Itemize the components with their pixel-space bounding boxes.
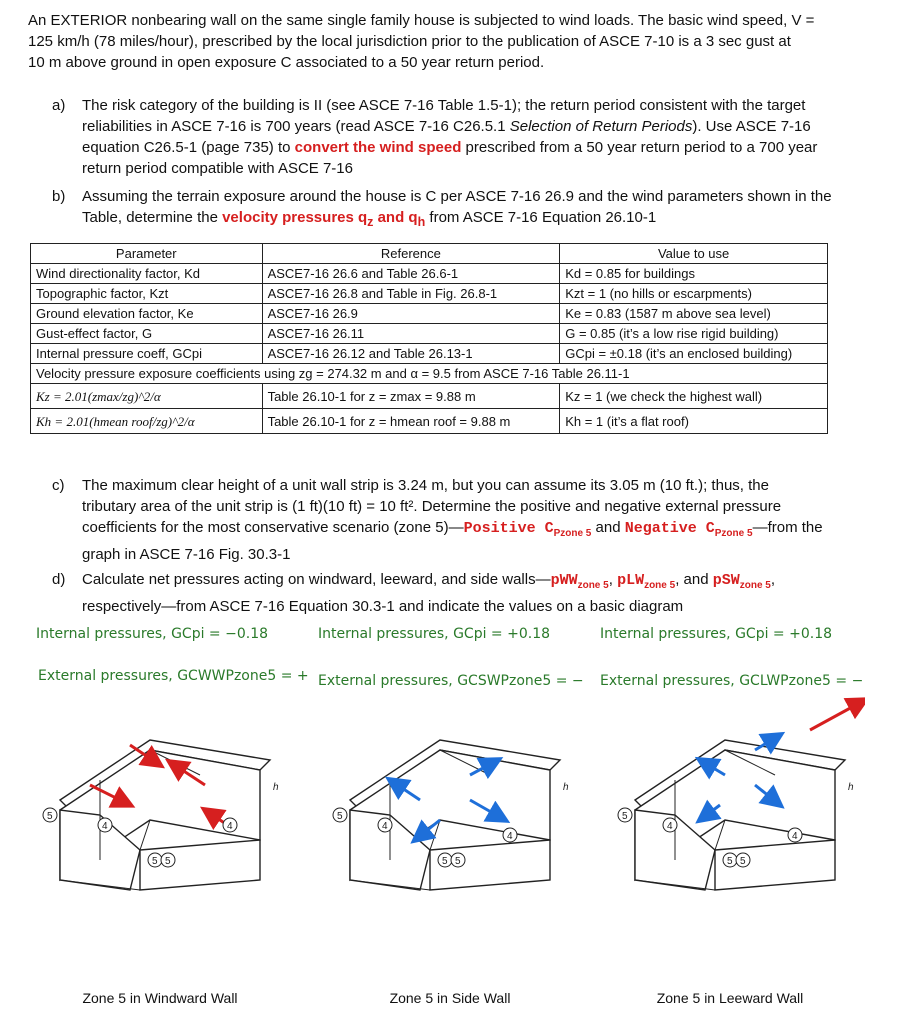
caption-side: Zone 5 in Side Wall: [389, 990, 511, 1006]
table-cell: Gust-effect factor, G: [31, 324, 263, 344]
question-a-line-2: reliabilities in ASCE 7-16 is 700 years (read ASCE 7-16 C26.5.1 Selection of Return Periods). Use ASCE 7-16: [82, 118, 811, 135]
question-a-line-3: equation C26.5-1 (page 735) to convert the wind speed prescribed from a 50 year return period to a 700 year: [82, 139, 818, 156]
convert-wind-speed-highlight: convert the wind speed: [294, 139, 462, 156]
intro-paragraph: [28, 10, 878, 73]
table-cell: Velocity pressure exposure coefficients using zg = 274.32 m and α = 9.5 from ASCE 7-16 Table 26.11-1: [31, 364, 828, 384]
table-row: [31, 324, 828, 344]
height-label: h: [848, 782, 854, 793]
height-label: h: [563, 782, 569, 793]
table-cell: Table 26.10-1 for z = zmax = 9.88 m: [262, 384, 560, 409]
zone-label: 5: [152, 856, 158, 867]
table-row-kz: [31, 384, 828, 409]
intro-line-3: 10 m above ground in open exposure C associated to a 50 year return period.: [28, 54, 545, 71]
table-cell: ASCE7-16 26.11: [262, 324, 560, 344]
table-header-row: [31, 244, 828, 264]
table-row-kh: [31, 409, 828, 434]
table-cell: GCpi = ±0.18 (it’s an enclosed building): [560, 344, 828, 364]
zone-label: 5: [727, 856, 733, 867]
caption-windward: Zone 5 in Windward Wall: [82, 990, 238, 1006]
question-b-line-2: Table, determine the velocity pressures $q_z$ and $q_h$ from ASCE 7-16 Equation 26.10-1: [82, 209, 657, 229]
table-cell: Ground elevation factor, Ke: [31, 304, 263, 324]
table-row: [31, 264, 828, 284]
zone-label: 5: [337, 811, 343, 822]
intro-line-2: 125 km/h (78 miles/hour), prescribed by the local jurisdiction prior to the publication of ASCE 7-10 is a 3 sec gust at: [28, 33, 791, 50]
question-a-label: a): [52, 97, 66, 114]
table-cell: Kd = 0.85 for buildings: [560, 264, 828, 284]
table-cell: Kzt = 1 (no hills or escarpments): [560, 284, 828, 304]
zone-label: 4: [382, 821, 388, 832]
table-cell: G = 0.85 (it’s a low rise rigid building): [560, 324, 828, 344]
table-cell: ASCE7-16 26.12 and Table 26.13-1: [262, 344, 560, 364]
hw-internal-side: Internal pressures, GCpi = +0.18: [318, 626, 551, 642]
building-diagram-leeward: [605, 680, 865, 950]
table-cell: ASCE7-16 26.8 and Table in Fig. 26.8-1: [262, 284, 560, 304]
intro-line-1: An EXTERIOR nonbearing wall on the same single family house is subjected to wind loads. The basic wind speed, V =: [28, 12, 815, 29]
question-b-line-1: Assuming the terrain exposure around the house is C per ASCE 7-16 26.9 and the wind parameters shown in the: [82, 188, 832, 205]
zone-label: 4: [227, 821, 233, 832]
zone-label: 5: [740, 856, 746, 867]
caption-leeward: Zone 5 in Leeward Wall: [656, 990, 804, 1006]
zone-label: 5: [165, 856, 171, 867]
table-cell: ASCE7-16 26.9: [262, 304, 560, 324]
table-row: [31, 304, 828, 324]
question-c-line-1: The maximum clear height of a unit wall strip is 3.24 m, but you can assume its 3.05 m (10 ft.); thus, the: [82, 477, 769, 494]
table-cell: ASCE7-16 26.6 and Table 26.6-1: [262, 264, 560, 284]
zone-label: 4: [507, 831, 513, 842]
question-c-line-3: coefficients for the most conservative scenario (zone 5)—Positive $C_{Pzone 5}$ and Negative $C_{Pzone 5}—from$ the: [82, 519, 823, 539]
question-d-line-1: Calculate net pressures acting on windward, leeward, and side walls—pWW$_{zone 5}$, pLW$_{zone 5}$, and pSW$_{zone 5}$,: [82, 571, 776, 591]
building-diagram-windward: [30, 680, 290, 950]
building-diagram-side: [320, 680, 580, 950]
wind-parameter-table: [30, 243, 828, 434]
table-row: [31, 284, 828, 304]
zone-label: 5: [442, 856, 448, 867]
table-row: [31, 344, 828, 364]
table-header-value: Value to use: [560, 244, 828, 264]
table-cell: Kz = 2.01(zmax/zg)^2/α: [31, 384, 263, 409]
zone-label: 4: [792, 831, 798, 842]
question-b-label: b): [52, 188, 66, 205]
velocity-pressures-highlight: velocity pressures $q_z$ and $q_h$: [222, 209, 426, 229]
hw-external-windward: External pressures, GCWWPzone5 = +: [38, 668, 309, 684]
question-d-label: d): [52, 571, 66, 588]
table-cell: Kh = 2.01(hmean roof/zg)^2/α: [31, 409, 263, 434]
zone-label: 5: [455, 856, 461, 867]
table-cell: Kh = 1 (it’s a flat roof): [560, 409, 828, 434]
table-cell: Ke = 0.83 (1587 m above sea level): [560, 304, 828, 324]
zone-label: 4: [102, 821, 108, 832]
hw-internal-leeward: Internal pressures, GCpi = +0.18: [600, 626, 833, 642]
table-cell: Table 26.10-1 for z = hmean roof = 9.88 m: [262, 409, 560, 434]
zone-label: 5: [622, 811, 628, 822]
table-span-row: [31, 364, 828, 384]
pressure-arrow: [810, 700, 865, 730]
table-cell: Kz = 1 (we check the highest wall): [560, 384, 828, 409]
question-d-line-2: respectively—from ASCE 7-16 Equation 30.3-1 and indicate the values on a basic diagram: [82, 598, 684, 615]
question-a-line-1: The risk category of the building is II (see ASCE 7-16 Table 1.5-1); the return period consistent with the target: [82, 97, 806, 114]
table-cell: Wind directionality factor, Kd: [31, 264, 263, 284]
zone-label: 5: [47, 811, 53, 822]
table-header-reference: Reference: [262, 244, 560, 264]
question-c-line-4: graph in ASCE 7-16 Fig. 30.3-1: [82, 546, 291, 563]
question-a-line-4: return period compatible with ASCE 7-16: [82, 160, 353, 177]
hw-external-leeward: External pressures, GCLWPzone5 = −: [600, 673, 864, 689]
height-label: h: [273, 782, 279, 793]
table-header-parameter: Parameter: [31, 244, 263, 264]
table-cell: Internal pressure coeff, GCpi: [31, 344, 263, 364]
hw-internal-windward: Internal pressures, GCpi = −0.18: [36, 626, 269, 642]
question-c-line-2: tributary area of the unit strip is (1 ft)(10 ft) = 10 ft². Determine the positive and negative external pressure: [82, 498, 782, 515]
hw-external-side: External pressures, GCSWPzone5 = −: [318, 673, 584, 689]
question-c-label: c): [52, 477, 65, 494]
zone-label: 4: [667, 821, 673, 832]
table-cell: Topographic factor, Kzt: [31, 284, 263, 304]
